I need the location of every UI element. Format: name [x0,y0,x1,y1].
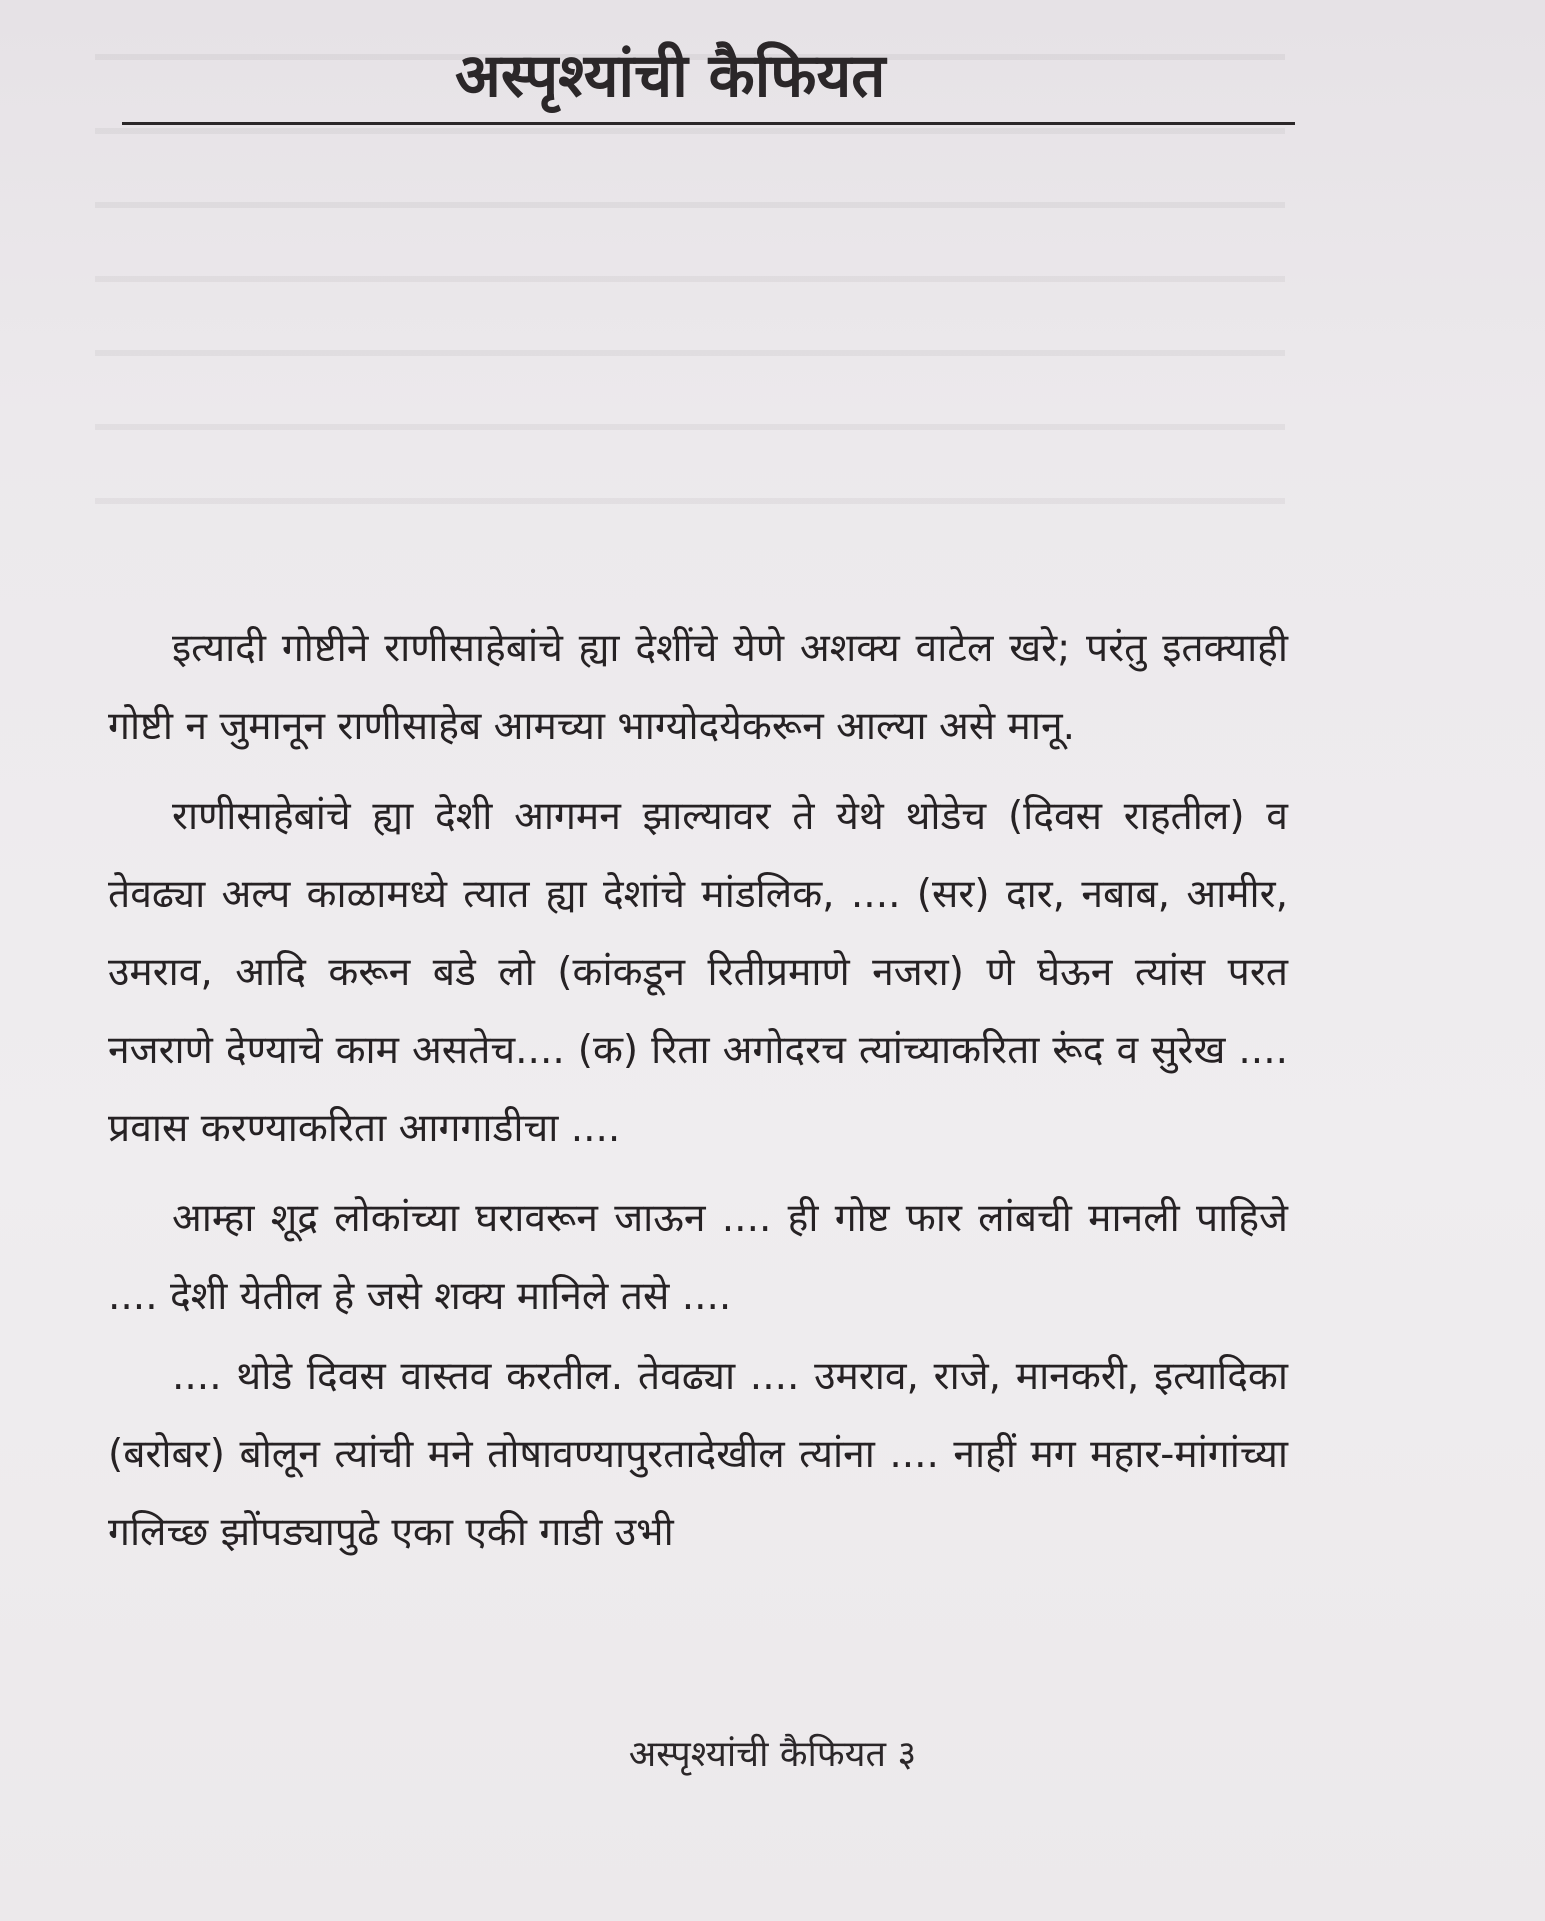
title-underline [122,122,1295,125]
body-text [108,610,1288,1572]
page-footer: अस्पृश्यांची कैफियत ३ [628,1734,917,1775]
paragraph-3: आम्हा शूद्र लोकांच्या घरावरून जाऊन .... ही गोष्ट फार लांबची मानली पाहिजे .... देशी येतील हे जसे शक्य मानिले तसे .... [108,1196,1288,1319]
paragraph-4: .... थोडे दिवस वास्तव करतील. तेवढ्या .... उमराव, राजे, मानकरी, इत्यादिका (बरोबर) बोलून त्यांची मने तोषावण्यापुरतादेखील त्यांना .... नाहीं मग महार-मांगांच्या गलिच्छ झोंपड्यापुढे एका एकी गाडी उभी [108,1354,1288,1555]
paragraph-1: इत्यादी गोष्टीने राणीसाहेबांचे ह्या देशींचे येणे अशक्य वाटेल खरे; परंतु इतक्याही गोष्टी न जुमानून राणीसाहेब आमच्या भाग्योदयेकरून आल्या असे मानू. [108,626,1288,749]
paragraph-2: राणीसाहेबांचे ह्या देशी आगमन झाल्यावर ते येथे थोडेच (दिवस राहतील) व तेवढ्या अल्प काळामध्ये त्यात ह्या देशांचे मांडलिक, .... (सर) दार, नबाब, आमीर, उमराव, आदि करून बडे लो (कांकडून रितीप्रमाणे नजरा) णे घेऊन त्यांस परत नजराणे देण्याचे काम असतेच.... (क) रिता अगोदरच त्यांच्याकरिता रूंद व सुरेख .... प्रवास करण्याकरिता आगगाडीचा .... [108,794,1288,1151]
page-title: अस्पृश्यांची कैफियत [455,41,886,111]
